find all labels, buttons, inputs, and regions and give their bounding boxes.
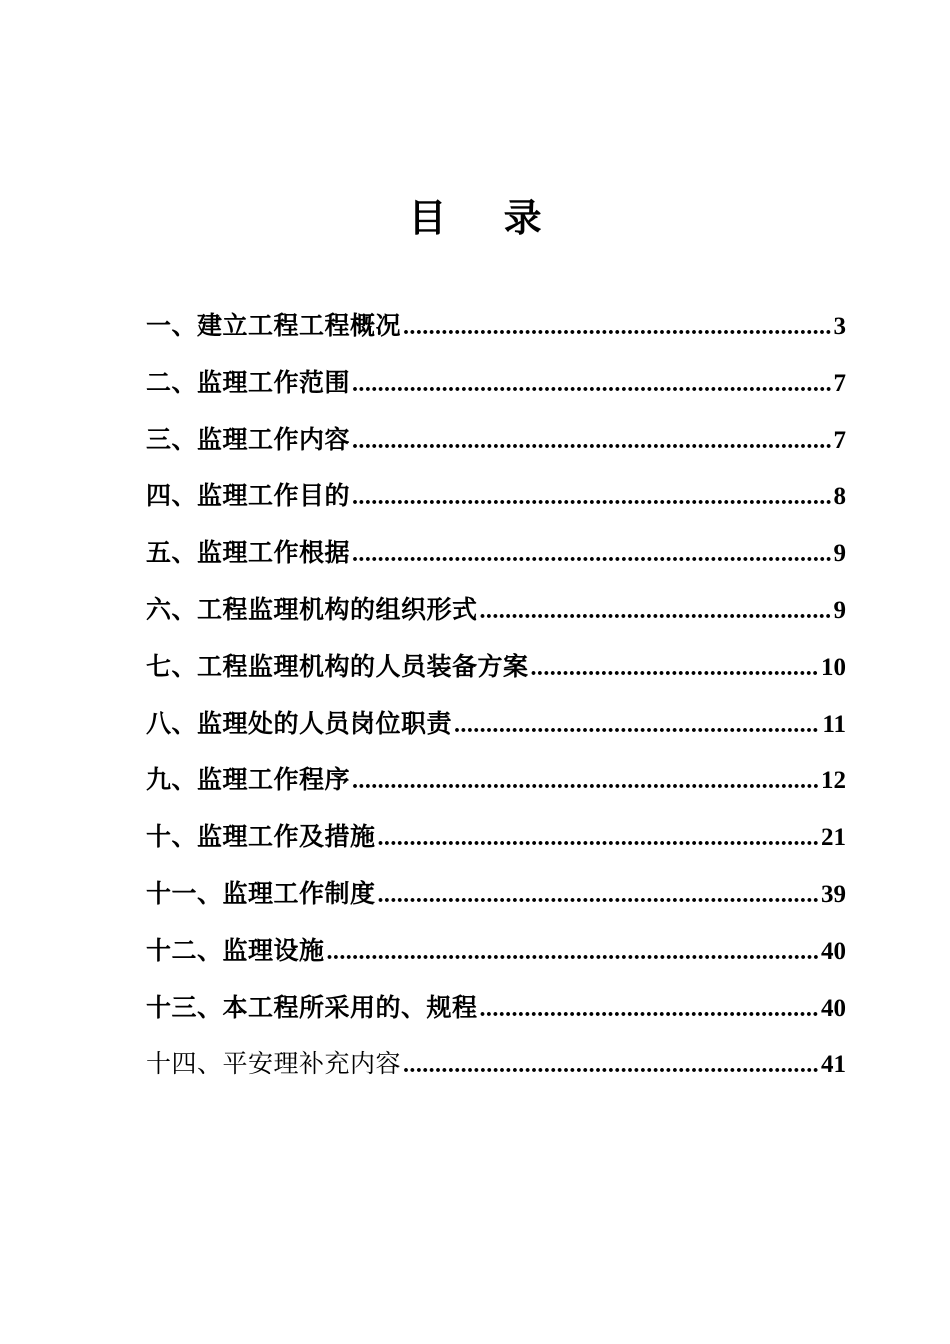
toc-entry-label: 五、监理工作根据 [146, 538, 351, 568]
toc-leader-dots [352, 475, 831, 519]
toc-leader-dots [531, 646, 819, 690]
toc-leader-dots [454, 703, 820, 747]
toc-entry-6[interactable] [146, 588, 846, 645]
toc-entry-label: 十四、平安理补充内容 [146, 1049, 402, 1079]
toc-entry-page: 9 [833, 596, 846, 624]
toc-title: 目 录 [408, 196, 564, 240]
toc-leader-dots [480, 987, 819, 1031]
toc-leader-dots [352, 759, 819, 803]
toc-entry-label: 十、监理工作及措施 [146, 822, 376, 852]
toc-entry-9[interactable] [146, 758, 846, 815]
toc-entry-3[interactable] [146, 418, 846, 475]
toc-entry-label: 八、监理处的人员岗位职责 [146, 708, 453, 738]
toc-entry-2[interactable] [146, 361, 846, 418]
toc-entry-page: 40 [821, 937, 846, 965]
toc-entry-page: 8 [833, 483, 846, 511]
toc-entry-10[interactable] [146, 815, 846, 872]
toc-entry-page: 7 [833, 369, 846, 397]
toc-entry-4[interactable] [146, 474, 846, 531]
toc-leader-dots [352, 419, 831, 463]
toc-leader-dots [480, 589, 832, 633]
toc-entry-12[interactable] [146, 929, 846, 986]
toc-entry-8[interactable] [146, 702, 846, 759]
toc-entry-5[interactable] [146, 531, 846, 588]
toc-entry-page: 10 [821, 653, 846, 681]
toc-entry-page: 7 [833, 426, 846, 454]
toc-entry-label: 六、工程监理机构的组织形式 [146, 594, 478, 624]
toc-entry-page: 11 [822, 710, 846, 738]
toc-entry-page: 12 [821, 767, 846, 795]
toc-leader-dots [403, 1043, 819, 1087]
toc-entry-1[interactable] [146, 304, 846, 361]
toc-leader-dots [378, 816, 819, 860]
toc-entry-page: 40 [821, 994, 846, 1022]
toc-entry-13[interactable] [146, 986, 846, 1043]
toc-entry-page: 9 [833, 540, 846, 568]
toc-leader-dots [327, 930, 819, 974]
toc-list [146, 304, 846, 1099]
toc-leader-dots [403, 305, 831, 349]
toc-entry-7[interactable] [146, 645, 846, 702]
toc-entry-page: 21 [821, 824, 846, 852]
toc-entry-label: 二、监理工作范围 [146, 367, 351, 397]
toc-entry-page: 3 [833, 313, 846, 340]
toc-entry-14[interactable] [146, 1042, 846, 1099]
toc-entry-label: 三、监理工作内容 [146, 424, 351, 454]
toc-entry-11[interactable] [146, 872, 846, 929]
toc-entry-page: 39 [821, 880, 846, 908]
toc-entry-label: 九、监理工作程序 [146, 765, 351, 795]
toc-entry-label: 十一、监理工作制度 [146, 878, 376, 908]
toc-leader-dots [352, 362, 831, 406]
toc-entry-page: 41 [821, 1051, 846, 1079]
toc-leader-dots [352, 532, 831, 576]
toc-leader-dots [378, 873, 819, 917]
toc-entry-label: 十三、本工程所采用的、规程 [146, 992, 478, 1022]
toc-entry-label: 一、建立工程工程概况 [146, 311, 402, 340]
toc-entry-label: 四、监理工作目的 [146, 481, 351, 511]
toc-entry-label: 七、工程监理机构的人员装备方案 [146, 651, 529, 681]
toc-entry-label: 十二、监理设施 [146, 935, 325, 965]
